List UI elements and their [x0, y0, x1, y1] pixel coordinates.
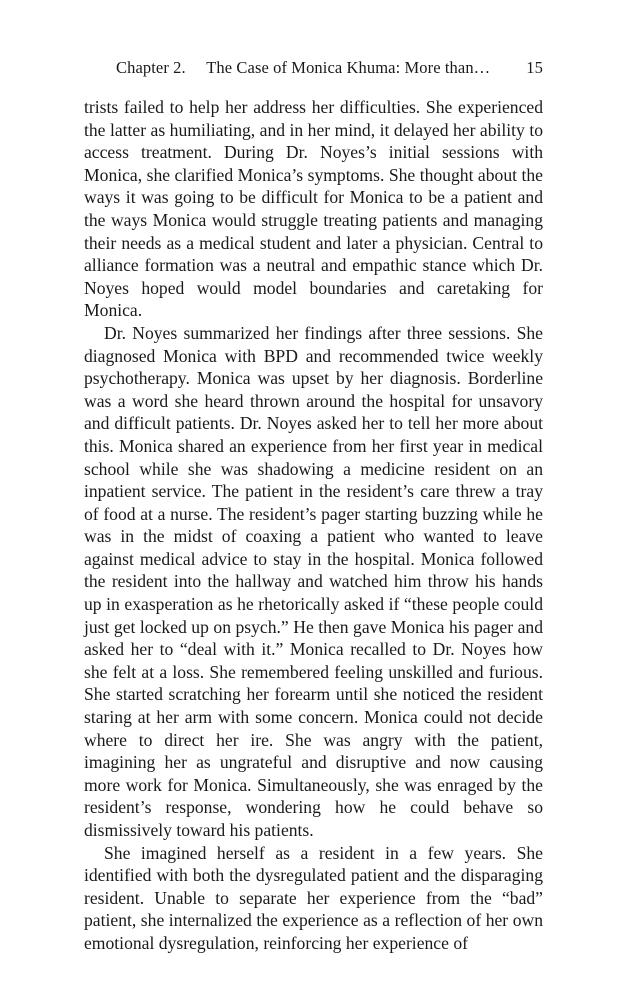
body-text — [84, 96, 543, 955]
page-number: 15 — [526, 58, 543, 77]
paragraph: Dr. Noyes summarized her findings after three sessions. She diagnosed Monica with BPD and recommended twice weekly psychotherapy. Monica was upset by her diagnosis. Borderline was a word she heard thrown around the hospital for unsavory and difficult patients. Dr. Noyes asked her to tell her more about this. Monica shared an experience from her first year in medical school while she was shadowing a medicine resident on an inpatient service. The patient in the resident’s care threw a tray of food at a nurse. The resident’s pager starting buzzing while he was in the midst of coaxing a patient who wanted to leave against medical advice to stay in the hospital. Monica followed the resident into the hallway and watched him throw his hands up in exasperation as he rhetorically asked if “these people could just get locked up on psych.” He then gave Monica his pager and asked her to “deal with it.” Monica recalled to Dr. Noyes how she felt at a loss. She remembered feeling unskilled and furious. She started scratching her forearm until she noticed the resident staring at her arm with some concern. Monica could not decide where to direct her ire. She was angry with the patient, imagining her as ungrateful and disruptive and now causing more work for Monica. Simultaneously, she was enraged by the resident’s response, wondering how he could behave so dismissively toward his patients. — [84, 322, 543, 840]
running-head — [116, 57, 543, 79]
paragraph: trists failed to help her address her difficulties. She experienced the latter as humiliating, and in her mind, it delayed her ability to access treatment. During Dr. Noyes’s initial sessions with Monica, she clarified Monica’s symptoms. She thought about the ways it was going to be difficult for Monica to be a patient and the ways Monica would struggle treating patients and managing their needs as a medical student and later a physician. Central to alliance formation was a neutral and empathic stance which Dr. Noyes hoped would model boundaries and caretaking for Monica. — [84, 97, 543, 321]
paragraph: She imagined herself as a resident in a few years. She identified with both the dysregulated patient and the disparaging resident. Unable to separate her experience from the “bad” patient, she internalized the experience as a reflection of her own emotional dysregulation, reinforcing her experience of — [84, 842, 543, 953]
chapter-title: Chapter 2. The Case of Monica Khuma: More than… — [116, 58, 491, 77]
